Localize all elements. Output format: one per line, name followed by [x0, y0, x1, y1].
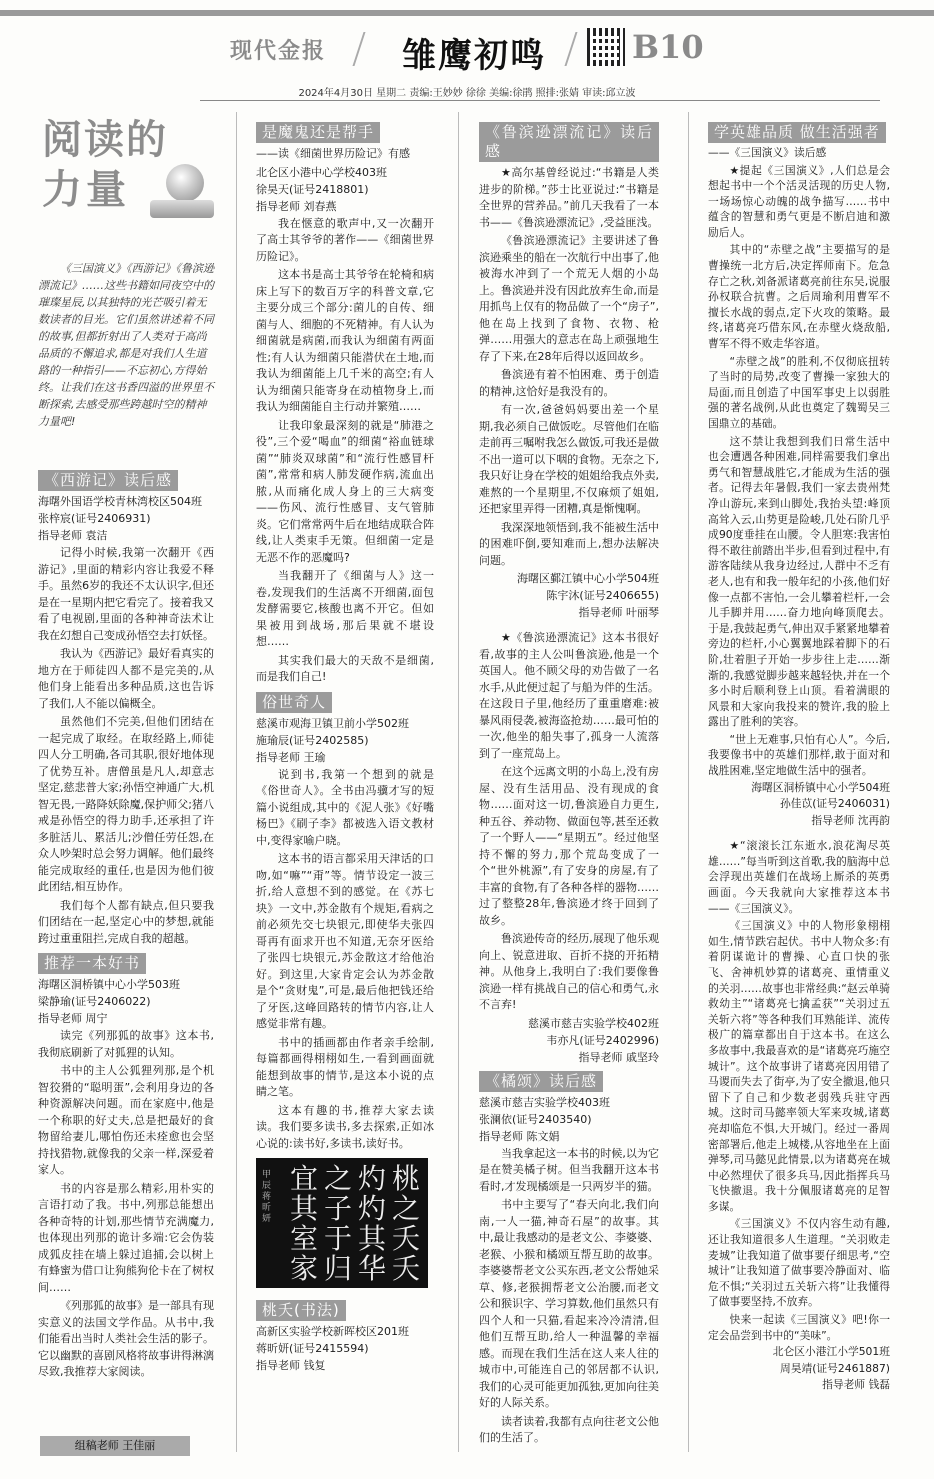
article-school: 慈溪市观海卫镇卫前小学502班: [256, 716, 409, 730]
paragraph: 我深深地领悟到,我不能被生活中的困难吓倒,要知难而上,想办法解决问题。: [479, 520, 659, 567]
paragraph: 读者读着,我都有点向往老文公他们的生活了。: [479, 1414, 659, 1444]
column-3: [479, 118, 659, 1449]
paragraph: 《三国演义》中的人物形象栩栩如生,情节跌宕起伏。书中人物众多:有着阴谋诡计的曹操、心直口快的张飞、舍神机妙算的诸葛亮、重情重义的关羽……故事也非常经典:“赵云单骑救幼主”“诸葛亮七擒孟获”“关羽过五关斩六将”等各种我们耳熟能详、流传极广的篇章都出自于这本书。在这么多故事中,我最喜欢的是“诸葛亮巧施空城计”。这个故事讲了诸葛亮因用错了马谡而失去了街亭,为了安全撤退,他只留下了自己和少数老弱残兵驻守西城。这时司马懿率领大军来攻城,诸葛亮却临危不惧,大开城门。经过一番周密部署后,他走上城楼,从容地坐在上面弹琴,司马懿见此情景,以为诸葛亮在城中必然埋伏了很多兵马,因此指挥兵马飞快撤退。我十分佩服诸葛亮的足智多谋。: [708, 919, 890, 1213]
article-school: 海曙外国语学校青林湾校区504班: [38, 495, 202, 508]
article-subtitle: ——读《细菌世界历险记》有感: [256, 147, 410, 160]
publication-name: 现代金报: [230, 39, 327, 64]
paragraph: “赤壁之战”的胜利,不仅彻底扭转了当时的局势,改变了曹操一家独大的局面,而且创造了中国军事史上以弱胜强的著名战例,从此也奠定了魏蜀吴三国鼎立的基础。: [708, 354, 890, 431]
article-sanguo-1: [708, 122, 890, 828]
calligraphy-line: 桃之夭夭: [392, 1162, 421, 1285]
article-juesong: [479, 1067, 659, 1447]
calligraphy-line: 之子于归: [324, 1162, 353, 1285]
article-teacher: 指导老师 刘春燕: [256, 199, 337, 213]
calligraphy-line: 灼灼其华: [358, 1162, 387, 1285]
article-recommend: [38, 949, 214, 1381]
article-teacher: 指导老师 王瑜: [256, 750, 326, 764]
paragraph: ★提起《三国演义》,人们总是会想起书中一个个活灵活现的历史人物,一场场惊心动魄的战争描写……书中蕴含的智慧和勇气更是不断启迪和激励后人。: [708, 163, 890, 239]
qr-code-icon[interactable]: [587, 28, 625, 66]
paragraph: 其中的“赤壁之战”主要描写的是曹操统一北方后,决定挥师南下。危急存亡之秋,刘备派诸葛亮前往东吴,说服孙权联合抗曹。之后周瑜利用曹军不擅长水战的弱点,定下火攻的策略。最终,诸葛亮巧借东风,在赤壁火烧敌船,曹军不得不败走华容道。: [708, 243, 890, 351]
paragraph: 其实我们最大的天敌不是细菌,而是我们自己!: [256, 653, 434, 683]
article-author: 周昊靖(证号2461887): [779, 1361, 890, 1375]
article-heading: 是魔鬼还是帮手: [256, 122, 380, 143]
paragraph: “世上无难事,只怕有心人”。今后,我要像书中的英雄们那样,敢于面对和战胜困难,坚定地做生活中的强者。: [708, 732, 890, 778]
article-heading: 桃夭(书法): [256, 1300, 346, 1321]
article-author: 徐昊天(证号2418801): [256, 182, 369, 196]
column-4: [708, 118, 890, 1395]
paragraph: 这不禁让我想到我们日常生活中也会遭遇各种困难,同样需要我们拿出勇气和智慧战胜它,才能成为生活的强者。记得去年暑假,我们一家去贵州梵净山游玩,来到山脚处,我抬头望:峰顶高耸入云,山势更是险峻,几处石阶几乎成90度垂挂在山腰。令人胆寒:我害怕得不敢往前踏出半步,但看到过程中,有游客陆续从我身边经过,人群中不乏有老人,也有和我一般年纪的小孩,他们好像一点都不害怕,一会儿攀着栏杆,一会儿手脚并用……奋力地向峰顶爬去。于是,我鼓起勇气,伸出双手紧紧地攀着旁边的栏杆,小心翼翼地踩着脚下的石阶,壮着胆子开始一步步往上走……渐渐的,我感觉脚步越来越轻快,并在一个多小时后顺利登上山顶。看着满眼的风景和大家向我投来的赞许,我的脸上露出了胜利的笑容。: [708, 434, 890, 729]
article-author: 孙佳苡(证号2406031): [779, 797, 890, 811]
article-heading: 《鲁滨逊漂流记》读后感: [479, 122, 659, 162]
paragraph: 鲁滨逊有着不怕困难、勇于创造的精神,这恰好是我没有的。: [479, 368, 659, 398]
article-xiyouji: [38, 466, 214, 947]
article-teacher: 指导老师 陈文娟: [479, 1129, 560, 1143]
feature-logo: [38, 108, 214, 228]
paragraph: 《列那狐的故事》是一部具有现实意义的法国文学作品。从书中,我们能看出当时人类社会生活的影子。它以幽默的喜剧风格将故事讲得淋漓尽致,我推荐大家阅读。: [38, 1299, 214, 1378]
paragraph: 快来一起读《三国演义》吧!你一定会品尝到书中的“美味”。: [708, 1313, 890, 1342]
feature-title-line2: 力量: [42, 166, 130, 213]
article-author: 蒋昕妍(证号2415594): [256, 1342, 369, 1355]
article-school: 海曙区鄞江镇中心小学504班: [517, 572, 659, 585]
article-heading: 推荐一本好书: [38, 953, 146, 974]
article-robinson-1: [479, 122, 659, 620]
paragraph: 在这个远离文明的小岛上,没有房屋、没有生活用品、没有现成的食物……面对这一切,鲁滨逊自力更生,种五谷、养动物、做面包等,甚至还救了一个野人——“星期五”。经过他坚持不懈的努力,那个荒岛变成了一个“世外桃源”,有了安身的房屋,有了丰富的食物,有了各种各样的器物……过了整整28年,鲁滨逊才终于回到了故乡。: [479, 765, 659, 927]
feature-title-line1: 阅读的: [42, 116, 168, 163]
editor-note: 组稿老师 王佳丽: [40, 1436, 190, 1456]
article-school: 高新区实验学校新晖校区201班: [256, 1325, 409, 1338]
paragraph: 我在惬意的歌声中,又一次翻开了高士其爷爷的著作——《细菌世界历险记》。: [256, 216, 434, 263]
article-school: 海曙区洞桥镇中心小学504班: [751, 780, 890, 794]
calligraphy-line: 宜其室家: [290, 1162, 319, 1285]
paragraph: 书中的主人公狐狸列那,是个机智狡猾的“聪明蛋”,会利用身边的各种资源解决问题。而在家庭中,他是一个称职的好丈夫,总是把最好的食物留给妻儿,哪怕伤还未痊愈也会坚持找猎物,就像我的父亲一样,深爱着家人。: [38, 1064, 214, 1176]
column-divider: [688, 112, 689, 1452]
article-school: 慈溪市慈吉实验学校402班: [528, 1016, 659, 1030]
paragraph: 有一次,爸爸妈妈要出差一个星期,我必须自己做饭吃。尽管他们在临走前再三嘱咐我怎么做饭,可我还是做不出一道可以下咽的食物。无奈之下,我只好让身在学校的姐姐给我点外卖,难熬的一个星期里,不仅麻烦了姐姐,还把家里弄得一团糟,真是惭愧啊。: [479, 403, 659, 515]
article-teacher: 指导老师 钱磊: [822, 1378, 890, 1392]
paragraph: 虽然他们不完美,但他们团结在一起完成了取经。在取经路上,师徒四人分工明确,各司其职,很好地体现了优势互补。唐僧虽是凡人,却意志坚定,慈悲普大家;孙悟空神通广大,机智无畏,一路降妖除魔,保护师父;猪八戒是孙悟空的得力助手,还承担了许多脏活儿、累活儿;沙僧任劳任怨,在众人吵架时总会努力调解。他们最终能完成取经的重任,也是因为他们彼此团结,相互协作。: [38, 715, 214, 893]
article-school: 北仑区小港中心学校403班: [256, 165, 387, 179]
lightbulb-icon: [166, 164, 204, 202]
article-teacher: 指导老师 周宁: [38, 1012, 108, 1025]
article-bacteria: [256, 118, 434, 686]
article-teacher: 指导老师 钱复: [256, 1359, 326, 1372]
paragraph: 说到书,我第一个想到的就是《俗世奇人》。全书由冯骥才写的短篇小说组成,其中的《泥人张》《好嘴杨巴》《刷子李》都被选入语文教材中,变得家喻户晓。: [256, 767, 434, 847]
article-heading: 《西游记》读后感: [38, 470, 178, 491]
paragraph: 读完《列那狐的故事》这本书,我彻底刷新了对狐狸的认知。: [38, 1029, 214, 1059]
paragraph: 这本有趣的书,推荐大家去读读。我们要多读书,多去探索,正如冰心说的:读书好,多读书,读好书。: [256, 1103, 434, 1150]
article-teacher: 指导老师 叶丽琴: [578, 606, 659, 619]
page-number: B10: [632, 28, 704, 66]
column-divider: [458, 112, 459, 1452]
paragraph: ★《鲁滨逊漂流记》这本书很好看,故事的主人公叫鲁滨逊,他是一个英国人。他不顾父母的劝告做了一名水手,从此便过起了与船为伴的生活。在这段日子里,他经历了重重磨难:被暴风雨侵袭,被海盗抢劫……最可怕的一次,他坐的船失事了,孤身一人流落到了一座荒岛上。: [479, 631, 659, 760]
article-heading: 俗世奇人: [256, 692, 332, 713]
open-book-icon: [150, 200, 214, 218]
article-school: 慈溪市慈吉实验学校403班: [479, 1095, 610, 1109]
paragraph: 书的内容是那么精彩,用朴实的言语打动了我。书中,列那总能想出各种奇特的计划,那些情节充满魔力,也体现出列那的诡计多端:它会伪装成狐皮挂在墙上躲过追捕,会以树上有蜂蜜为借口让狗熊狗伦卡在了树权间……: [38, 1181, 214, 1294]
paragraph: 《鲁滨逊漂流记》主要讲述了鲁滨逊乘坐的船在一次航行中出事了,他被海水冲到了一个荒无人烟的小岛上。鲁滨逊并没有因此放弃生命,而是用抓鸟上仅有的物品做了一个“房子”,他在岛上找到了食物、衣物、枪弹……用强大的意志在岛上顽强地生存了下来,在28年后得以返回故乡。: [479, 234, 659, 363]
article-taoyao: [256, 1296, 434, 1373]
article-author: 张梓宸(证号2406931): [38, 512, 151, 525]
masthead-divider: [564, 32, 577, 66]
paragraph: 书中主要写了“春天向北,我们向南,一人一猫,神奇石屋”的故事。其中,最让我感动的是老文公、李婆婆、老猴、小猴和橘颂互帮互助的故事。李婆婆帮老文公买东西,老文公帮她采草、修,老猴拥帮老文公治腰,而老文公和猴识字、学习算数,他们虽然只有四个人和一只猫,看起来冷冷清清,但他们互帮互助,给人一种温馨的幸福感。而现在我们生活在这人来人往的城市中,可能连自己的邻居都不认识,我们的心灵可能更加孤独,更加向往美好的人际关系。: [479, 1198, 659, 1409]
column-divider: [236, 112, 237, 1452]
top-rule: [0, 10, 934, 16]
article-sanguo-2: [708, 838, 890, 1393]
calligraphy-signature: 甲辰 蒋昕妍: [262, 1170, 272, 1224]
column-2: [256, 118, 434, 1375]
paragraph: 我们每个人都有缺点,但只要我们团结在一起,坚定心中的梦想,就能跨过重重阻拦,完成自我的超越。: [38, 898, 214, 945]
paragraph: ★高尔基曾经说过:“书籍是人类进步的阶梯。”莎士比亚说过:“书籍是全世界的营养品。”前几天我看了一本书——《鲁滨逊漂流记》,受益匪浅。: [479, 166, 659, 229]
paragraph: 这本书是高士其爷爷在轮椅和病床上写下的数百万字的科普文章,它主要分成三个部分:菌儿的自传、细菌与人、细胞的不死精神。有人认为细菌就是病菌,而我认为细菌有两面性;有人认为细菌只能潜伏在土地,而我认为细菌能上几千米的高空;有人认为细菌只能寄身在动植物身上,而我认为细菌能自主行动并繁殖……: [256, 268, 434, 413]
article-heading: 学英雄品质 做生活强者: [708, 122, 886, 143]
article-teacher: 指导老师 沈再韵: [811, 813, 890, 827]
paragraph: 当我翻开了《细菌与人》这一卷,发现我们的生活离不开细菌,面包发酵需要它,核酸也离不开它。但如果被用到战场,那后果就不堪设想……: [256, 569, 434, 648]
article-author: 陈宇沐(证号2406655): [546, 589, 659, 602]
paragraph: 《三国演义》不仅内容生动有趣,还让我知道很多人生道理。“关羽败走麦城”让我知道了做事要仔细思考,“空城计”让我知道了做事要冷静面对、临危不惧;“关羽过五关斩六将”让我懂得了做事要坚持,不放弃。: [708, 1217, 890, 1309]
paragraph: 鲁滨逊传奇的经历,展现了他乐观向上、锐意进取、百折不挠的开拓精神。从他身上,我明白了:我们要像鲁滨逊一样有挑战自己的信心和勇气,永不言弃!: [479, 932, 659, 1011]
article-school: 海曙区洞桥镇中心小学503班: [38, 978, 180, 991]
article-author: 韦亦凡(证号2402996): [546, 1033, 659, 1047]
article-author: 张澜依(证号2403540): [479, 1112, 592, 1126]
article-author: 梁静瑜(证号2406022): [38, 995, 151, 1008]
paragraph: 我认为《西游记》最好看真实的地方在于师徒四人都不是完美的,从他们身上能看出多种品质,这也告诉了我们,人不能以偏概全。: [38, 647, 214, 710]
paragraph: 这本书的语言都采用天津话的口吻,如“嘛”“甭”等。情节设定一波三折,给人意想不到的感觉。在《苏七块》一文中,苏金散有个规矩,看病之前必须先交七块银元,即使华夫张四哥再有面求开也不知道,无奈牙医给了张四七块银元,苏金散这才给他治好。到这里,大家肯定会认为苏金散是个“贪财鬼”,可是,最后他把钱还给了牙医,这峰回路转的情节内容,让人感觉非常有趣。: [256, 852, 434, 1030]
paragraph: 让我印象最深刻的就是“肺港之役”,三个爱“喝血”的细菌“裕血链球菌”“肺炎双球菌”和“流行性感冒杆菌”,常常和病人肺发硬作病,流血出脓,从而痛化成人身上的三大病变——伤风、流行性感冒、支气管肺炎。它们常常两牛后在地结成联合阵线,让人类束手无策。但细菌一定是无恶不作的恶魔吗?: [256, 418, 434, 564]
article-sushiqiren: [256, 688, 434, 1153]
paragraph: 书中的插画都由作者亲手绘制,每篇都画得栩栩如生,一看到画面就能想到故事的情节,是这本小说的点睛之笔。: [256, 1035, 434, 1098]
article-robinson-2: [479, 630, 659, 1065]
paragraph: 当我拿起这一本书的时候,以为它是在赞美橘子树。但当我翻开这本书看时,才发现橘颂是一只两岁半的猫。: [479, 1146, 659, 1193]
article-heading: 《橘颂》读后感: [479, 1071, 603, 1092]
article-subtitle: ——《三国演义》读后感: [708, 146, 827, 159]
article-author: 施瑜辰(证号2402585): [256, 733, 369, 747]
paragraph: ★“滚滚长江东逝水,浪花淘尽英雄……”每当听到这首歌,我的脑海中总会浮现出英雄们在战场上厮杀的英勇画面。今天我就向大家推荐这本书——《三国演义》。: [708, 839, 890, 915]
masthead-divider: [352, 32, 365, 66]
issue-credits: 2024年4月30日 星期二 责编:王妙妙 徐徐 美编:徐鹃 照排:张婧 审读:邱立波: [298, 88, 636, 99]
feature-intro: [38, 260, 216, 430]
intro-text: 《三国演义》《西游记》《鲁滨逊漂流记》……这些书籍如同夜空中的璀璨星辰,以其独特的光芒吸引着无数读者的目光。它们虽然讲述着不同的故事,但都折射出了人类对于高尚品质的不懈追求,都是对我们人生道路的一种指引——不忘初心,方得始终。让我们在这书香四溢的世界里不断探索,去感受那些跨越时空的精神力量吧!: [38, 262, 214, 428]
header-rule: [200, 100, 880, 101]
section-title: 雏鹰初鸣: [402, 36, 546, 76]
paragraph: 记得小时候,我第一次翻开《西游记》,里面的精彩内容让我爱不释手。虽然6岁的我还不太认识字,但还是在一星期内把它看完了。接着我又看了电视剧,里面的各种神奇法术让我在幻想自己变成孙悟空去打妖怪。: [38, 546, 214, 642]
article-teacher: 指导老师 袁洁: [38, 529, 108, 542]
article-school: 北仑区小港江小学501班: [772, 1345, 890, 1359]
column-1: [38, 466, 214, 1383]
article-teacher: 指导老师 戚坚玲: [578, 1050, 659, 1064]
masthead: [0, 18, 934, 80]
calligraphy-artwork: [256, 1158, 428, 1288]
